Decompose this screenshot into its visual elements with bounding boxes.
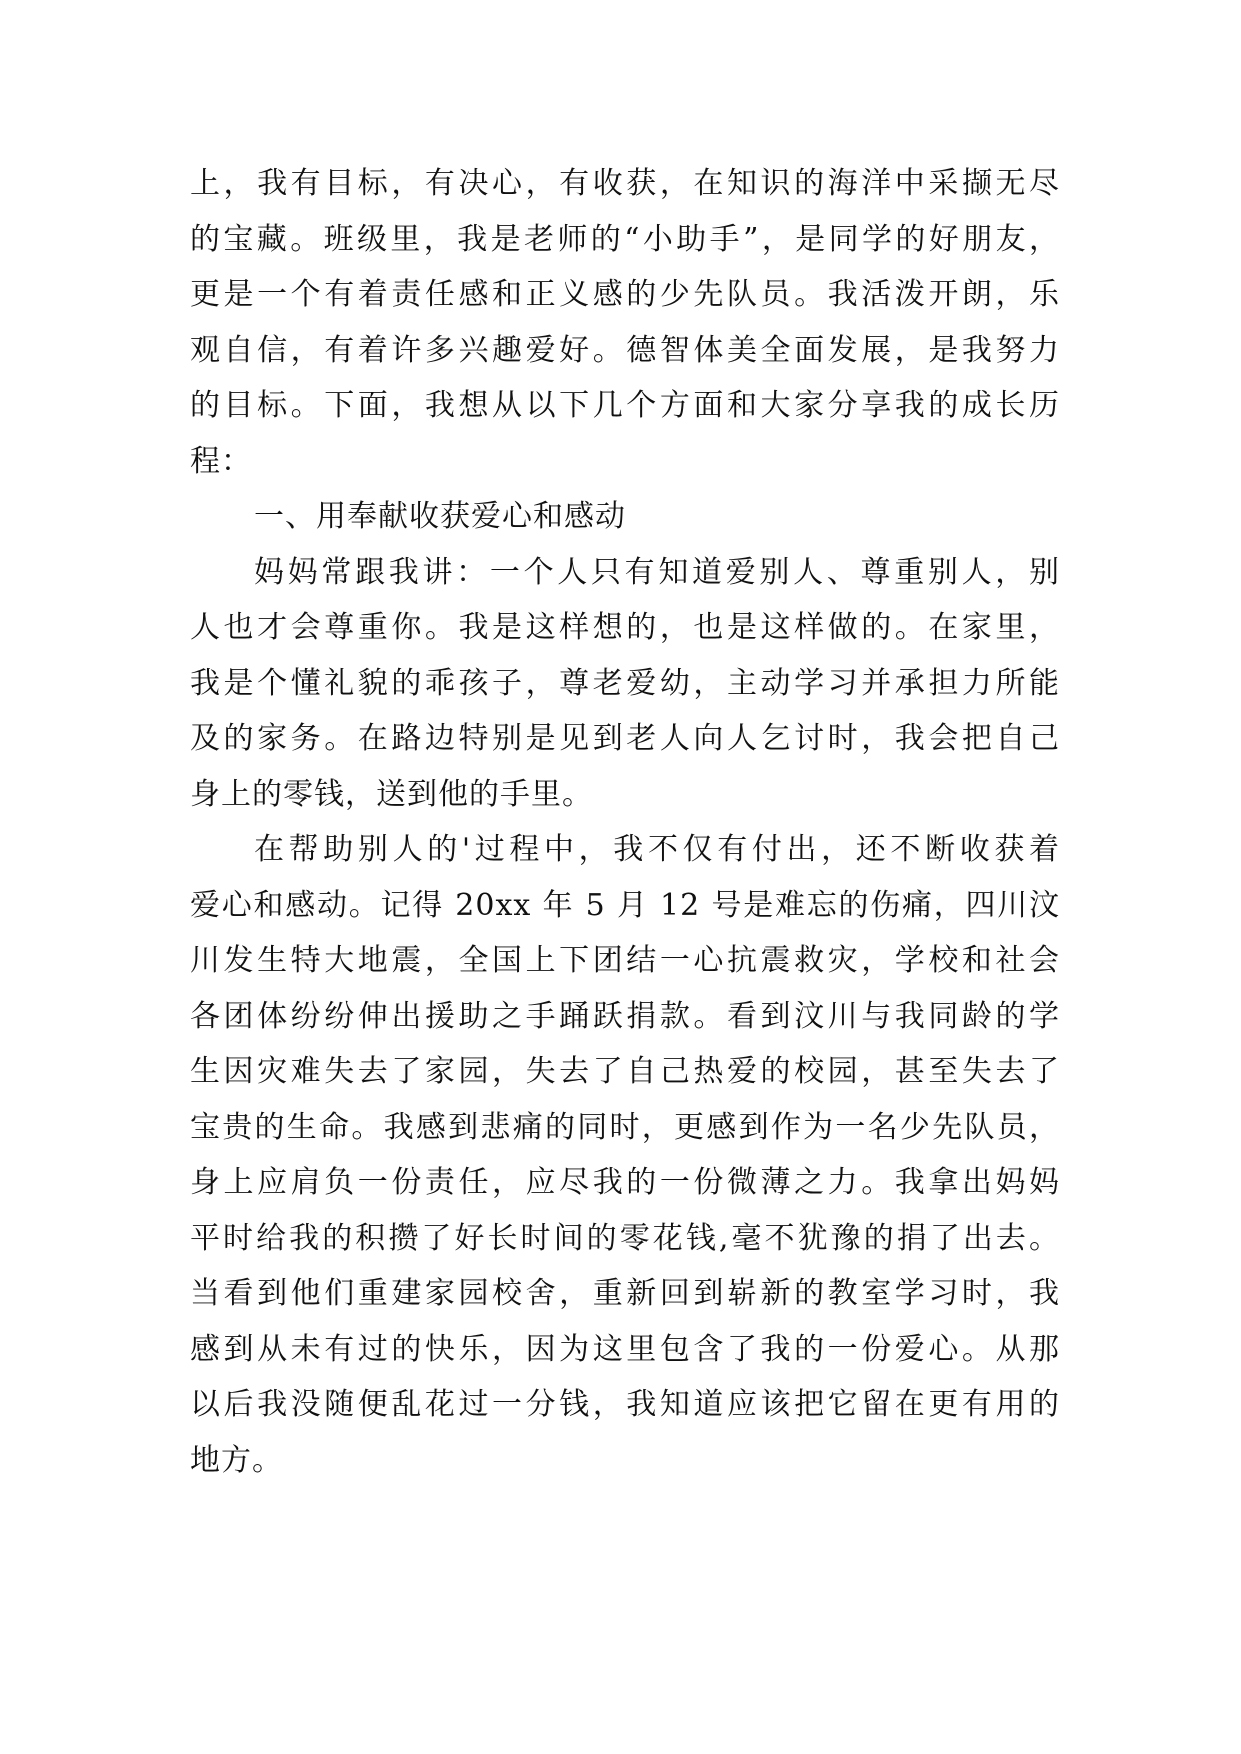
text-line: 人也才会尊重你。我是这样想的，也是这样做的。在家里， xyxy=(190,610,1060,645)
text-line: 在帮助别人的'过程中，我不仅有付出，还不断收获着 xyxy=(254,832,1060,867)
text-line: 的目标。下面，我想从以下几个方面和大家分享我的成长历 xyxy=(190,388,1060,423)
text-line: 爱心和感动。记得 20xx 年 5 月 12 号是难忘的伤痛，四川汶 xyxy=(190,887,1060,923)
text-line: 的宝藏。班级里，我是老师的“小助手”，是同学的好朋友， xyxy=(190,221,1060,257)
section-heading-text: 一、用奉献收获爱心和感动 xyxy=(254,499,626,534)
text-line: 地方。 xyxy=(190,1442,283,1478)
text-line: 以后我没随便乱花过一分钱，我知道应该把它留在更有用的 xyxy=(190,1387,1060,1422)
paragraph-intro xyxy=(190,156,1060,489)
text-line: 平时给我的积攒了好长时间的零花钱,毫不犹豫的捐了出去。 xyxy=(190,1220,1060,1256)
text-line: 及的家务。在路边特别是见到老人向人乞讨时，我会把自己 xyxy=(190,721,1060,756)
text-line: 生因灾难失去了家园，失去了自己热爱的校园，甚至失去了 xyxy=(190,1054,1060,1089)
text-line: 上，我有目标，有决心，有收获，在知识的海洋中采撷无尽 xyxy=(190,166,1060,201)
paragraph-helping xyxy=(190,822,1060,1488)
text-line: 感到从未有过的快乐，因为这里包含了我的一份爱心。从那 xyxy=(190,1331,1060,1367)
text-line: 当看到他们重建家园校舍，重新回到崭新的教室学习时，我 xyxy=(190,1276,1060,1311)
paragraph-mother xyxy=(190,545,1060,823)
text-line: 身上的零钱，送到他的手里。 xyxy=(190,776,593,812)
text-line: 妈妈常跟我讲：一个人只有知道爱别人、尊重别人，别 xyxy=(254,554,1060,590)
text-line: 川发生特大地震，全国上下团结一心抗震救灾，学校和社会 xyxy=(190,943,1060,978)
text-line: 我是个懂礼貌的乖孩子，尊老爱幼，主动学习并承担力所能 xyxy=(190,665,1060,701)
text-line: 身上应肩负一份责任，应尽我的一份微薄之力。我拿出妈妈 xyxy=(190,1165,1060,1200)
text-line: 各团体纷纷伸出援助之手踊跃捐款。看到汶川与我同龄的学 xyxy=(190,998,1060,1034)
section-heading xyxy=(190,489,1060,545)
text-line: 观自信，有着许多兴趣爱好。德智体美全面发展，是我努力 xyxy=(190,332,1060,368)
text-line: 宝贵的生命。我感到悲痛的同时，更感到作为一名少先队员， xyxy=(190,1109,1060,1145)
text-line: 更是一个有着责任感和正义感的少先队员。我活泼开朗，乐 xyxy=(190,277,1060,312)
document-body xyxy=(190,156,1060,1488)
text-line: 程： xyxy=(190,443,252,479)
